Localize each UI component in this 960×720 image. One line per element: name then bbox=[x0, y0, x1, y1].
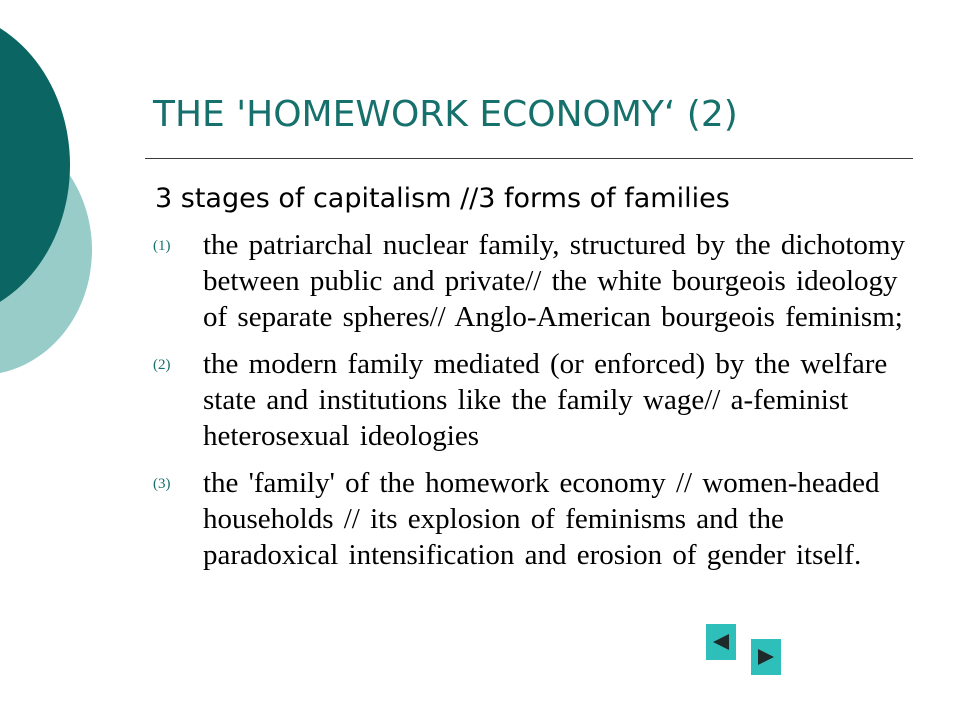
item-text: the patriarchal nuclear family, structured by the dichotomy between public and private// the white bourgeois ideology of separate spheres// Anglo-American bourgeois feminism; bbox=[203, 229, 905, 333]
next-slide-button[interactable] bbox=[751, 639, 781, 675]
list-item bbox=[153, 346, 928, 454]
dark-teal-circle bbox=[0, 10, 70, 320]
item-number: (2) bbox=[153, 357, 171, 373]
item-number: (1) bbox=[153, 238, 171, 254]
triangle-left-icon bbox=[711, 632, 731, 652]
previous-slide-button[interactable] bbox=[706, 624, 736, 660]
slide-title: THE 'HOMEWORK ECONOMY‘ (2) bbox=[153, 94, 738, 135]
item-text: the 'family' of the homework economy // women-headed households // its explosion of feminisms and the paradoxical intensification and erosion of gender itself. bbox=[203, 467, 880, 571]
triangle-right-icon bbox=[756, 647, 776, 667]
list-item bbox=[153, 227, 928, 335]
title-divider bbox=[145, 158, 913, 159]
item-number: (3) bbox=[153, 476, 171, 492]
slide-subtitle: 3 stages of capitalism //3 forms of families bbox=[155, 183, 730, 214]
light-teal-circle bbox=[0, 125, 92, 375]
item-text: the modern family mediated (or enforced) by the welfare state and institutions like the family wage// a-feminist heterosexual ideologies bbox=[203, 348, 888, 452]
list-item bbox=[153, 465, 928, 573]
stages-list bbox=[153, 227, 928, 584]
